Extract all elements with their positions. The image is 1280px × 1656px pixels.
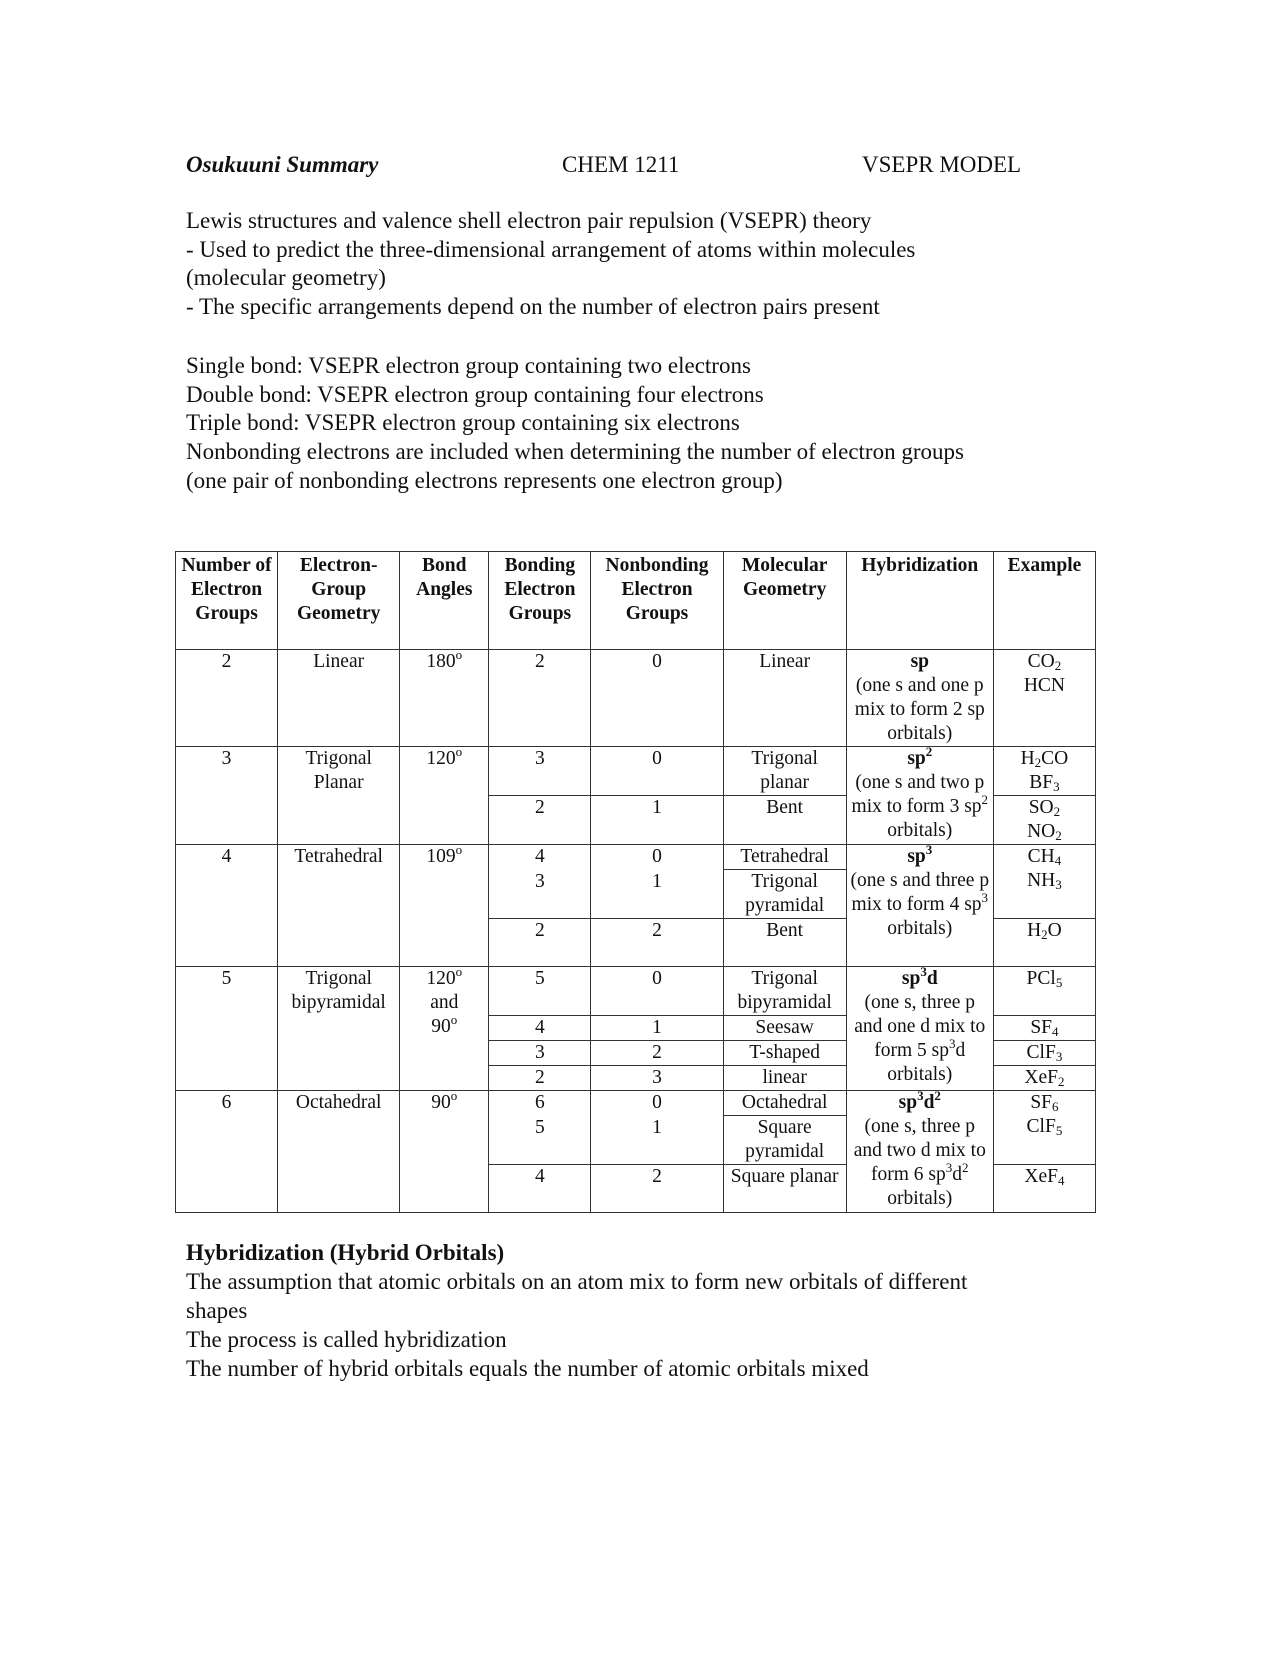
cell-nonbonding: 0 [591,845,723,870]
cell-bonding: 4 [489,1165,591,1213]
cell-example: $H_2O$ [993,919,1095,967]
cell-molecular: Seesaw [723,1016,846,1041]
cell-nonbonding: 1 [591,1016,723,1041]
cell-groups: 2 [176,650,278,747]
col-header-geometry: Electron-Group Geometry [278,552,400,650]
cell-groups: 5 [176,967,278,1091]
col-header-groups: Number of Electron Groups [176,552,278,650]
cell-molecular: Square planar [723,1165,846,1213]
cell-molecular: Bent [723,919,846,967]
intro-line: - The specific arrangements depend on the number of electron pairs present [186,294,880,320]
cell-example: $SF_6$ ClF$_5$ [993,1091,1095,1165]
cell-groups: 6 [176,1091,278,1213]
cell-example: $SO_2$ $NO_2$ [993,796,1095,845]
intro-line: - Used to predict the three-dimensional arrangement of atoms within molecules [186,236,916,262]
bond-line: Single bond: VSEPR electron group containing two electrons [186,353,751,378]
col-header-molecular: Molecular Geometry [723,552,846,650]
cell-nonbonding: 1 [591,796,723,845]
col-header-nonbonding: Nonbonding Electron Groups [591,552,723,650]
cell-angle: 90$^o$ [400,1091,489,1213]
cell-nonbonding: 1 [591,1116,723,1165]
cell-hybridization: $sp^2$ (one s and two p mix to form 3 $sp^2$ orbitals) [846,747,993,845]
cell-hybridization: $sp^3$ (one s and three p mix to form 4 $sp^3$ orbitals) [846,845,993,967]
header-course: CHEM 1211 [562,152,680,177]
table-row [176,747,1096,796]
cell-groups: 3 [176,747,278,845]
cell-bonding: 2 [489,919,591,967]
cell-nonbonding: 2 [591,1041,723,1066]
cell-geometry: Tetrahedral [278,845,400,967]
vsepr-table [175,551,1096,1213]
cell-molecular: Linear [723,650,846,747]
header-topic: VSEPR MODEL [862,152,1022,177]
cell-angle: 109$^o$ [400,845,489,967]
cell-example: $CH_4$ $NH_3$ [993,845,1095,919]
cell-nonbonding: 2 [591,919,723,967]
cell-bonding: 2 [489,650,591,747]
cell-bonding: 6 [489,1091,591,1116]
cell-angle: 120$^o$ and 90$^o$ [400,967,489,1091]
table-row [176,845,1096,870]
cell-bonding: 3 [489,747,591,796]
col-header-bonding: Bonding Electron Groups [489,552,591,650]
bond-line: Triple bond: VSEPR electron group containing six electrons [186,410,740,436]
cell-molecular: linear [723,1066,846,1091]
cell-bonding: 3 [489,1041,591,1066]
cell-geometry: Linear [278,650,400,747]
cell-example: $H_2CO$ $BF_3$ [993,747,1095,796]
cell-molecular: Trigonal planar [723,747,846,796]
cell-geometry: Octahedral [278,1091,400,1213]
cell-example: XeF$_2$ [993,1066,1095,1091]
intro-paragraph [186,207,1066,322]
cell-nonbonding: 0 [591,1091,723,1116]
cell-nonbonding: 2 [591,1165,723,1213]
cell-nonbonding: 3 [591,1066,723,1091]
cell-nonbonding: 0 [591,747,723,796]
col-header-hybridization: Hybridization [846,552,993,650]
cell-example: XeF$_4$ [993,1165,1095,1213]
cell-hybridization: sp (one s and one p mix to form 2 sp orbitals) [846,650,993,747]
bond-line: Double bond: VSEPR electron group containing four electrons [186,381,764,407]
table-row [176,1091,1096,1116]
cell-bonding: 3 [489,870,591,919]
col-header-example: Example [993,552,1095,650]
cell-molecular: Bent [723,796,846,845]
cell-example: PCl$_5$ [993,967,1095,1016]
col-header-angles: Bond Angles [400,552,489,650]
cell-nonbonding: 0 [591,967,723,1016]
bond-line: Nonbonding electrons are included when determining the number of electron groups [186,439,964,465]
cell-molecular: Square pyramidal [723,1116,846,1165]
cell-angle: 120$^o$ [400,747,489,845]
cell-example: $SF_4$ [993,1016,1095,1041]
cell-bonding: 4 [489,845,591,870]
cell-angle: 180$^o$ [400,650,489,747]
cell-bonding: 4 [489,1016,591,1041]
cell-example: $CO_2$ HCN [993,650,1095,747]
cell-bonding: 2 [489,1066,591,1091]
cell-molecular: Trigonal pyramidal [723,870,846,919]
intro-line: (molecular geometry) [186,265,386,291]
section-line: The assumption that atomic orbitals on an atom mix to form new orbitals of different [186,1269,968,1294]
table-row [176,650,1096,747]
section-line: The process is called hybridization [186,1327,507,1352]
cell-hybridization: $sp^3d^2$ (one s, three p and two d mix to form 6 $sp^3d^2$ orbitals) [846,1091,993,1213]
cell-nonbonding: 0 [591,650,723,747]
header-author: Osukuuni Summary [186,152,379,177]
table-row [176,967,1096,1016]
cell-groups: 4 [176,845,278,967]
bond-line: (one pair of nonbonding electrons represents one electron group) [186,467,783,493]
intro-line: Lewis structures and valence shell electron pair repulsion (VSEPR) theory [186,208,872,233]
cell-example: ClF$_3$ [993,1041,1095,1066]
section-line: shapes [186,1298,248,1323]
cell-nonbonding: 1 [591,870,723,919]
cell-bonding: 5 [489,1116,591,1165]
bond-definitions [186,352,1066,496]
cell-molecular: T-shaped [723,1041,846,1066]
section-line: The number of hybrid orbitals equals the number of atomic orbitals mixed [186,1356,869,1381]
cell-molecular: Octahedral [723,1091,846,1116]
cell-bonding: 5 [489,967,591,1016]
cell-geometry: Trigonal Planar [278,747,400,845]
cell-hybridization: $sp^3d$ (one s, three p and one d mix to form 5 $sp^3d$ orbitals) [846,967,993,1091]
hybridization-section [186,1238,1066,1383]
page-header [186,152,1036,182]
table-header-row [176,552,1096,650]
section-heading: Hybridization (Hybrid Orbitals) [186,1240,505,1265]
cell-geometry: Trigonal bipyramidal [278,967,400,1091]
cell-molecular: Tetrahedral [723,845,846,870]
cell-bonding: 2 [489,796,591,845]
cell-molecular: Trigonal bipyramidal [723,967,846,1016]
